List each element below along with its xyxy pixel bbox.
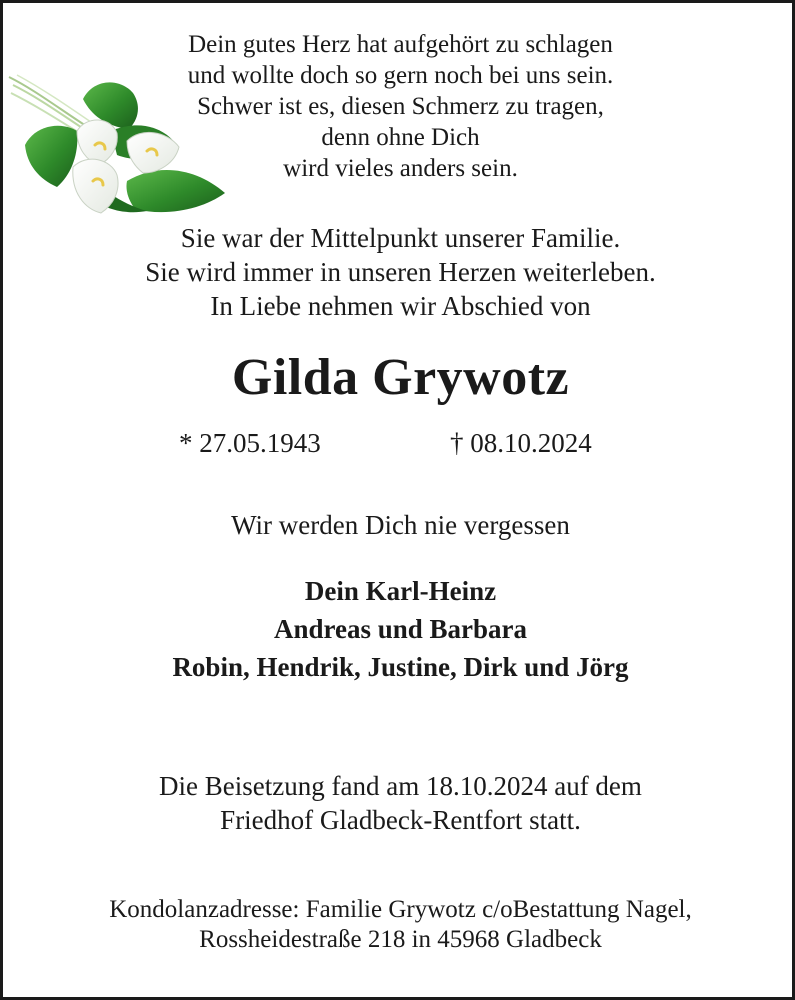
poem-line: wird vieles anders sein. [283, 155, 518, 182]
intro-line: Sie war der Mittelpunkt unserer Familie. [180, 223, 621, 253]
family-line: Dein Karl-Heinz [304, 576, 497, 606]
poem-line: Dein gutes Herz hat aufgehört zu schlagen [188, 31, 613, 58]
birth-date: * 27.05.1943 [179, 428, 321, 458]
address-line: Kondolanzadresse: Familie Grywotz c/oBestattung Nagel, [109, 896, 692, 923]
family-line: Robin, Hendrik, Justine, Dirk und Jörg [172, 652, 629, 682]
poem-line: Schwer ist es, diesen Schmerz zu tragen, [197, 93, 604, 120]
burial-line: Die Beisetzung fand am 18.10.2024 auf dem [159, 771, 642, 801]
intro-line: Sie wird immer in unseren Herzen weiterleben. [145, 257, 656, 287]
burial-line: Friedhof Gladbeck-Rentfort statt. [220, 805, 581, 835]
death-date: † 08.10.2024 [450, 428, 592, 458]
intro-line: In Liebe nehmen wir Abschied von [210, 291, 591, 321]
motto: Wir werden Dich nie vergessen [231, 510, 570, 540]
deceased-name: Gilda Grywotz [231, 349, 570, 406]
family-line: Andreas und Barbara [273, 614, 528, 644]
address-line: Rossheidestraße 218 in 45968 Gladbeck [199, 926, 602, 953]
poem-line: denn ohne Dich [321, 124, 480, 151]
poem-line: und wollte doch so gern noch bei uns sein. [187, 62, 614, 89]
